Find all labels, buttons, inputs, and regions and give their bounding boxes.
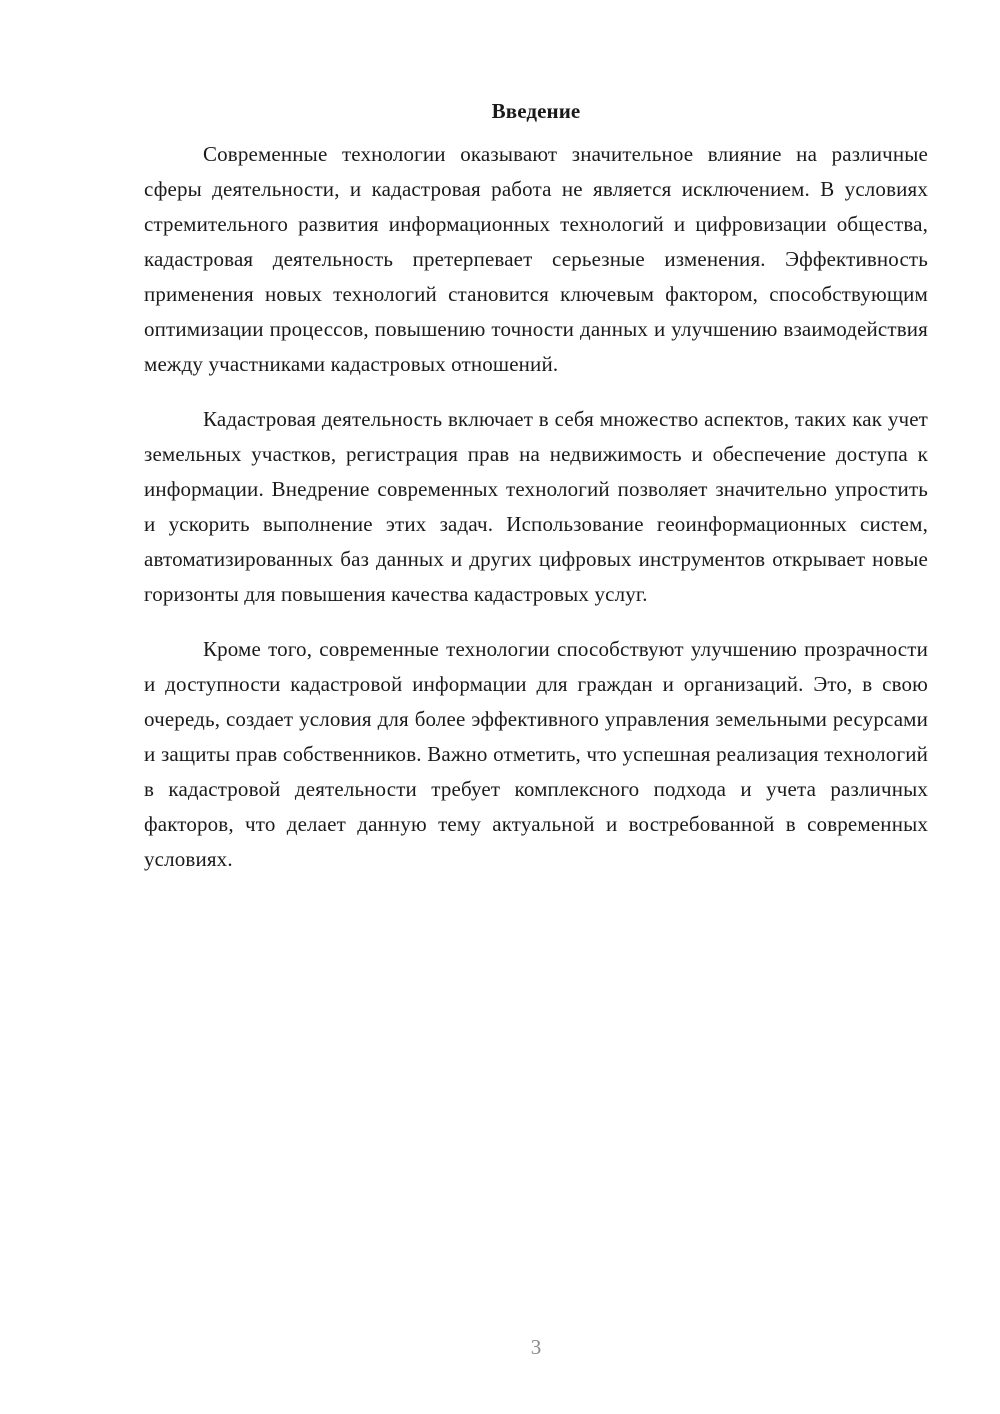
section-title: Введение xyxy=(491,99,581,123)
page-content xyxy=(144,96,928,877)
paragraph-1: Современные технологии оказывают значительное влияние на различные сферы деятельности, и кадастровая работа не является исключением. В условиях стремительного развития информационных технологий и цифровизации общества, кадастровая деятельность претерпевает серьезные изменения. Эффективность применения новых технологий становится ключевым фактором, способствующим оптимизации процессов, повышению точности данных и улучшению взаимодействия между участниками кадастровых отношений. xyxy=(144,142,928,376)
paragraph-2: Кадастровая деятельность включает в себя множество аспектов, таких как учет земельных участков, регистрация прав на недвижимость и обеспечение доступа к информации. Внедрение современных технологий позволяет значительно упростить и ускорить выполнение этих задач. Использование геоинформационных систем, автоматизированных баз данных и других цифровых инструментов открывает новые горизонты для повышения качества кадастровых услуг. xyxy=(144,407,928,606)
page-number: 3 xyxy=(530,1335,542,1359)
paragraph-3: Кроме того, современные технологии способствуют улучшению прозрачности и доступности кадастровой информации для граждан и организаций. Это, в свою очередь, создает условия для более эффективного управления земельными ресурсами и защиты прав собственников. Важно отметить, что успешная реализация технологий в кадастровой деятельности требует комплексного подхода и учета различных факторов, что делает данную тему актуальной и востребованной в современных условиях. xyxy=(144,637,928,871)
